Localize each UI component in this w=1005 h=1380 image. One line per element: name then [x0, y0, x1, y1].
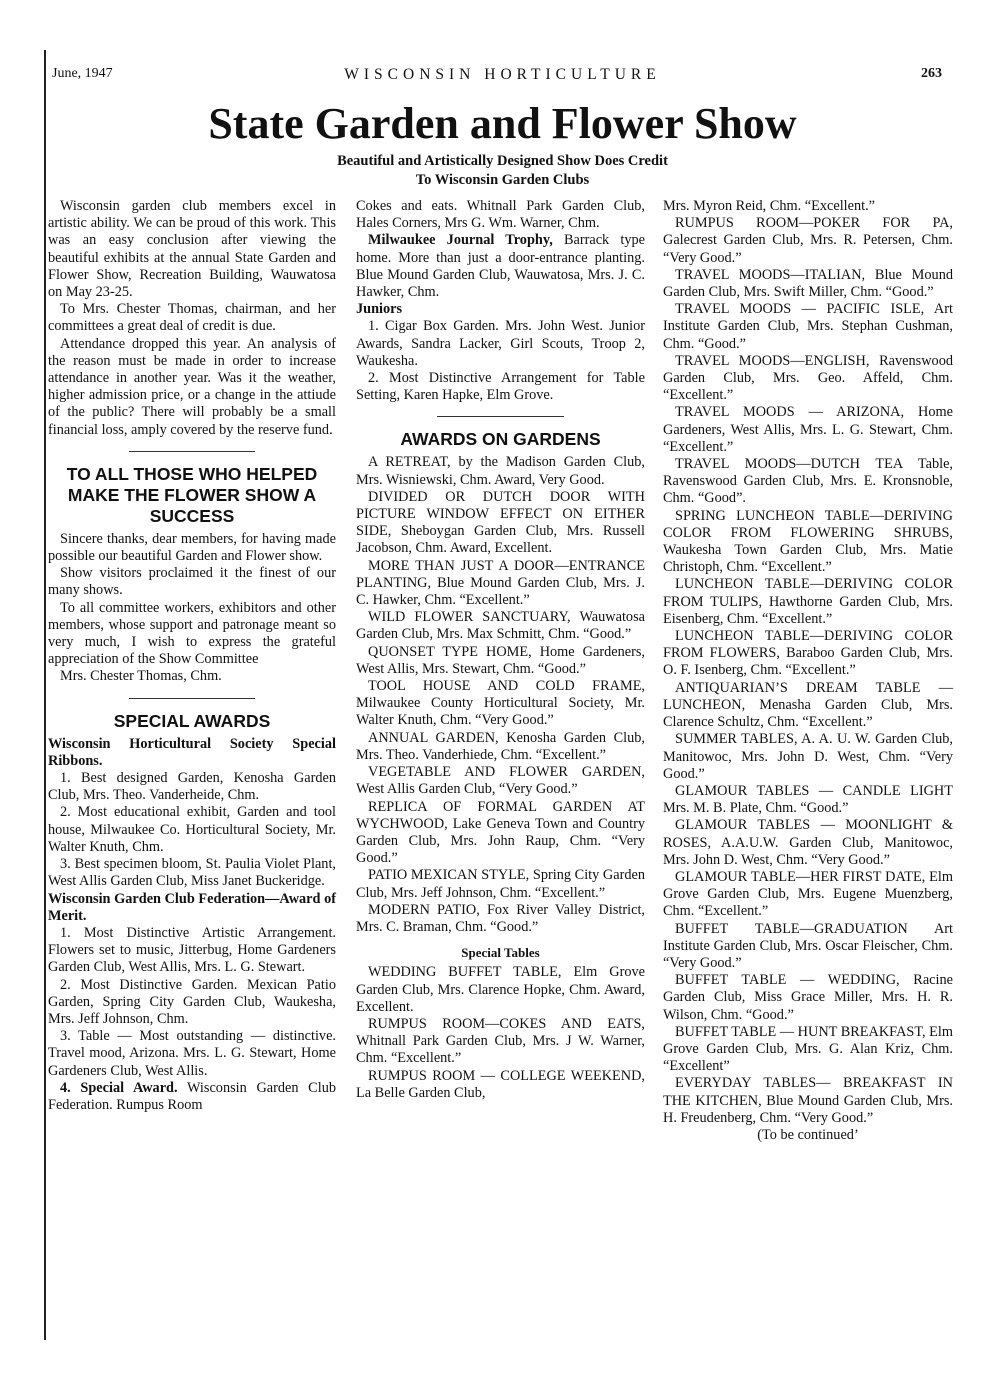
intro-paragraph: Wisconsin garden club members excel in artistic ability. We can be proud of this work. This was an easy conclusion after viewing the beautiful exhibits at the annual State Garden and Flower Show, Recreation Building, Wauwatosa on May 23-25.	[48, 198, 336, 301]
table-award-item: EVERYDAY TABLES— BREAKFAST IN THE KITCHEN, Blue Mound Garden Club, Mrs. H. Freudenberg, Chm. “Very Good.”	[663, 1075, 953, 1126]
special-awards-heading: SPECIAL AWARDS	[113, 710, 271, 731]
divider	[129, 451, 256, 452]
award-item: 2. Most educational exhibit, Garden and tool house, Milwaukee Co. Horticultural Society, Mr. Walter Knuth, Chm.	[48, 804, 336, 855]
appreciation-paragraph: To all committee workers, exhibitors and other members, whose support and patronage meant so very much, I wish to express the grateful appreciation of the Show Committee	[48, 599, 336, 668]
signature: Mrs. Chester Thomas, Chm.	[60, 668, 222, 685]
table-award-item: Mrs. Myron Reid, Chm. “Excellent.”	[663, 198, 876, 214]
garden-award-item: TOOL HOUSE AND COLD FRAME, Milwaukee County Horticultural Society, Mr. Walter Knuth, Chm. “Very Good.”	[356, 678, 645, 729]
garden-award-item: MODERN PATIO, Fox River Valley District, Mrs. C. Braman, Chm. “Good.”	[356, 901, 645, 935]
table-award-item: GLAMOUR TABLE—HER FIRST DATE, Elm Grove Garden Club, Mrs. Eugene Muenzberg, Chm. “Excellent.”	[663, 868, 953, 920]
trophy-label: Milwaukee Journal Trophy,	[368, 232, 553, 249]
article-title-block	[0, 96, 1005, 190]
table-award-item: BUFFET TABLE — HUNT BREAKFAST, Elm Grove Garden Club, Mrs. G. Alan Kriz, Chm. “Excellent”	[663, 1023, 953, 1075]
special-award-label: 4. Special Award.	[60, 1079, 178, 1096]
society-ribbons-heading: Wisconsin Horticultural Society Special Ribbons.	[48, 735, 336, 769]
garden-award-item: QUONSET TYPE HOME, Home Gardeners, West Allis, Mrs. Stewart, Chm. “Good.”	[356, 643, 645, 677]
table-award-item: GLAMOUR TABLES — CANDLE LIGHT Mrs. M. B. Plate, Chm. “Good.”	[663, 782, 953, 817]
chairman-credit-paragraph: To Mrs. Chester Thomas, chairman, and her committees a great deal of credit is due.	[48, 301, 336, 335]
thanks-paragraph: Sincere thanks, dear members, for having made possible our beautiful Garden and Flower show.	[48, 530, 336, 565]
journal-name: WISCONSIN HORTICULTURE	[344, 66, 661, 83]
junior-award-item: 1. Cigar Box Garden. Mrs. John West. Junior Awards, Sandra Lacker, Girl Scouts, Troop 2, Waukesha.	[356, 318, 645, 369]
garden-award-item: WILD FLOWER SANCTUARY, Wauwatosa Garden Club, Mrs. Max Schmitt, Chm. “Good.”	[356, 609, 645, 643]
divider	[129, 698, 256, 699]
table-award-item: TRAVEL MOODS—ITALIAN, Blue Mound Garden Club, Mrs. Swift Miller, Chm. “Good.”	[663, 266, 953, 301]
garden-award-item: ANNUAL GARDEN, Kenosha Garden Club, Mrs. Theo. Vanderhiede, Chm. “Excellent.”	[356, 729, 645, 763]
award-item	[48, 1080, 336, 1114]
table-award-item: TRAVEL MOODS — PACIFIC ISLE, Art Institute Garden Club, Mrs. Stephan Cushman, Chm. “Good.”	[663, 301, 953, 352]
column-right	[663, 198, 953, 1144]
trophy-text: Barrack type home. More than just a door-entrance planting. Blue Mound Garden Club, Wauwatosa, Mrs. J. C. Hawker, Chm.	[356, 232, 645, 301]
garden-award-item: REPLICA OF FORMAL GARDEN AT WYCHWOOD, Lake Geneva Town and Country Garden Club, Mrs. John Raup, Chm. “Very Good.”	[356, 798, 645, 867]
table-award-item: TRAVEL MOODS—ENGLISH, Ravenswood Garden Club, Mrs. Geo. Affeld, Chm. “Excellent.”	[663, 352, 953, 404]
special-tables-heading: Special Tables	[461, 945, 540, 961]
table-award-item: TRAVEL MOODS—DUTCH TEA Table, Ravenswood Garden Club, Mrs. E. Kronsnoble, Chm. “Good”.	[663, 456, 953, 507]
column-middle	[356, 198, 645, 1102]
award-item: 2. Most Distinctive Garden. Mexican Patio Garden, Spring City Garden Club, Waukesha, Mrs. Jeff Johnson, Chm.	[48, 976, 336, 1027]
table-award-item: RUMPUS ROOM—COKES AND EATS, Whitnall Park Garden Club, Mrs. J W. Warner, Chm. “Excellent.”	[356, 1015, 645, 1067]
federation-merit-heading: Wisconsin Garden Club Federation—Award of Merit.	[48, 890, 336, 924]
table-award-item: GLAMOUR TABLES — MOONLIGHT & ROSES, A.A.U.W. Garden Club, Manitowoc, Mrs. John D. West, Chm. “Very Good.”	[663, 817, 953, 868]
thanks-heading: TO ALL THOSE WHO HELPED MAKE THE FLOWER SHOW A SUCCESS	[66, 463, 318, 526]
garden-award-item: VEGETABLE AND FLOWER GARDEN, West Allis Garden Club, “Very Good.”	[356, 764, 645, 798]
award-item: 1. Best designed Garden, Kenosha Garden Club, Mrs. Theo. Vanderheide, Chm.	[48, 770, 336, 804]
article-title: State Garden and Flower Show	[208, 99, 797, 148]
garden-award-item: PATIO MEXICAN STYLE, Spring City Garden Club, Mrs. Jeff Johnson, Chm. “Excellent.”	[356, 867, 645, 901]
table-award-item: LUNCHEON TABLE—DERIVING COLOR FROM FLOWERS, Baraboo Garden Club, Mrs. O. F. Isenberg, Chm. “Excellent.”	[663, 628, 953, 679]
page-number: 263	[921, 66, 942, 81]
article-subtitle-line-2: To Wisconsin Garden Clubs	[415, 172, 590, 188]
table-award-item: BUFFET TABLE — WEDDING, Racine Garden Club, Miss Grace Miller, Mrs. H. R. Wilson, Chm. “Good.”	[663, 972, 953, 1023]
table-award-item: WEDDING BUFFET TABLE, Elm Grove Garden Club, Mrs. Clarence Hopke, Chm. Award, Excellent.	[356, 964, 645, 1015]
divider	[437, 416, 564, 417]
table-award-item: RUMPUS ROOM—POKER FOR PA, Galecrest Garden Club, Mrs. R. Petersen, Chm. “Very Good.”	[663, 215, 953, 266]
award-item: 1. Most Distinctive Artistic Arrangement. Flowers set to music, Jitterbug, Home Gardeners Garden Club, West Allis, Mrs. L. G. Stewart.	[48, 924, 336, 976]
garden-award-item: MORE THAN JUST A DOOR—ENTRANCE PLANTING, Blue Mound Garden Club, Mrs. J. C. Hawker, Chm. “Excellent.”	[356, 557, 645, 609]
binding-edge-line	[44, 50, 46, 1340]
table-award-item: TRAVEL MOODS — ARIZONA, Home Gardeners, West Allis, Mrs. L. G. Stewart, Chm. “Excellent.”	[663, 404, 953, 455]
trophy-entry	[356, 232, 645, 301]
garden-award-item: A RETREAT, by the Madison Garden Club, Mrs. Wisniewski, Chm. Award, Very Good.	[356, 454, 645, 488]
issue-date: June, 1947	[52, 66, 113, 81]
award-item: 3. Table — Most outstanding — distinctive. Travel mood, Arizona. Mrs. L. G. Stewart, Home Gardeners Club, West Allis.	[48, 1028, 336, 1079]
table-award-item: SUMMER TABLES, A. A. U. W. Garden Club, Manitowoc, Mrs. John D. West, Chm. “Very Good.”	[663, 731, 953, 782]
award-entry: Cokes and eats. Whitnall Park Garden Club, Hales Corners, Mrs G. Wm. Warner, Chm.	[356, 198, 645, 232]
special-award-text: Wisconsin Garden Club Federation. Rumpus Room	[48, 1079, 336, 1113]
awards-on-gardens-heading: AWARDS ON GARDENS	[400, 429, 601, 450]
junior-award-item: 2. Most Distinctive Arrangement for Table Setting, Karen Hapke, Elm Grove.	[356, 370, 645, 404]
garden-award-item: DIVIDED OR DUTCH DOOR WITH PICTURE WINDOW EFFECT ON EITHER SIDE, Sheboygan Garden Club, Mrs. Russell Jacobson, Chm. Award, Excellent.	[356, 488, 645, 557]
table-award-item: LUNCHEON TABLE—DERIVING COLOR FROM TULIPS, Hawthorne Garden Club, Mrs. Eisenberg, Chm. “Excellent.”	[663, 576, 953, 627]
attendance-paragraph: Attendance dropped this year. An analysis of the reason must be made in order to increase attendance in another year. Was it the weather, higher admission price, or a change in the attiude of the public? There will probably be a small financial loss, amply covered by the reserve fund.	[48, 335, 336, 438]
article-subtitle-line-1: Beautiful and Artistically Designed Show Does Credit	[337, 153, 668, 169]
continued-note: (To be continued’	[757, 1126, 859, 1143]
juniors-heading: Juniors	[356, 301, 403, 318]
table-award-item: RUMPUS ROOM — COLLEGE WEEKEND, La Belle Garden Club,	[356, 1067, 645, 1101]
table-award-item: ANTIQUARIAN’S DREAM TABLE — LUNCHEON, Menasha Garden Club, Mrs. Clarence Schultz, Chm. “Excellent.”	[663, 679, 953, 731]
table-award-item: SPRING LUNCHEON TABLE—DERIVING COLOR FROM FLOWERING SHRUBS, Waukesha Town Garden Club, Mrs. Matie Christoph, Chm. “Excellent.”	[663, 507, 953, 576]
visitors-paragraph: Show visitors proclaimed it the finest of our many shows.	[48, 565, 336, 599]
award-item: 3. Best specimen bloom, St. Paulia Violet Plant, West Allis Garden Club, Miss Janet Buckeridge.	[48, 856, 336, 890]
table-award-item: BUFFET TABLE—GRADUATION Art Institute Garden Club, Mrs. Oscar Fleischer, Chm. “Very Good.”	[663, 920, 953, 971]
column-left	[48, 198, 336, 1114]
